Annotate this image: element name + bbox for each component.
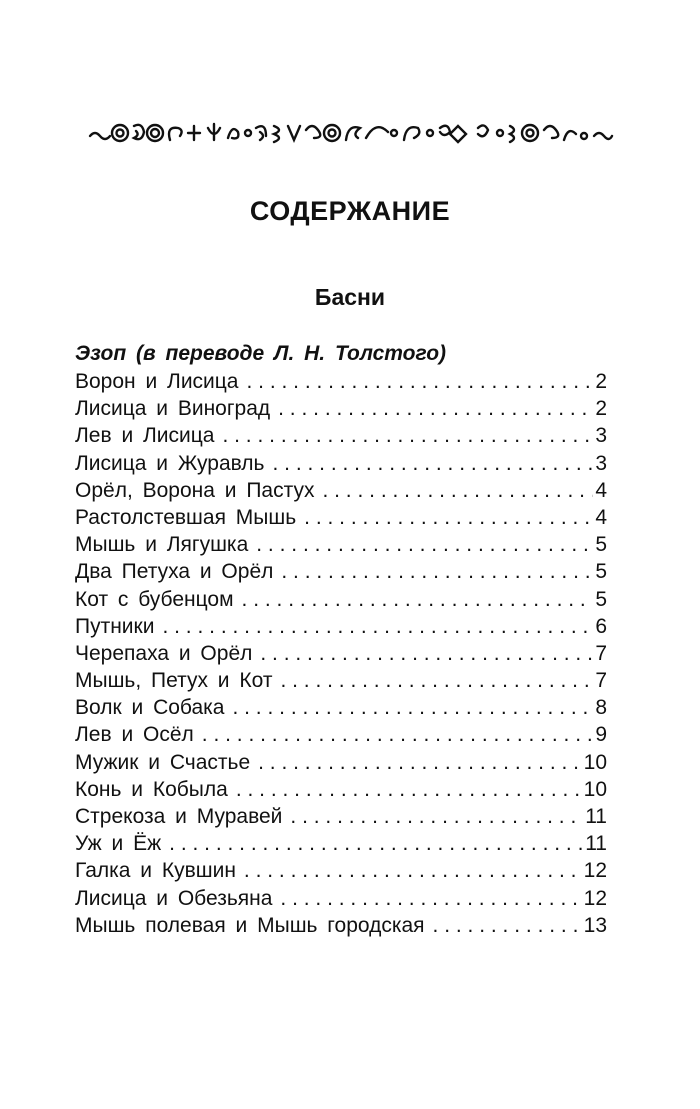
toc-entry-title: Путники: [75, 614, 155, 638]
toc-entry-page-number: 2: [595, 370, 607, 393]
page-title: СОДЕРЖАНИЕ: [249, 196, 451, 226]
toc-entry[interactable]: [75, 558, 607, 585]
toc-entry-page-number: 13: [583, 913, 607, 937]
toc-entry-title: Лисица и Виноград: [75, 397, 271, 421]
toc-dot-leader: [202, 721, 594, 748]
toc-entry[interactable]: [75, 613, 607, 640]
toc-entry-title: Лев и Осёл: [75, 723, 194, 747]
toc-dot-leader: [222, 422, 593, 449]
toc-entry[interactable]: [75, 803, 607, 830]
toc-entry-page-number: 4: [595, 505, 607, 529]
toc-entry-title: Два Петуха и Орёл: [75, 560, 274, 584]
toc-entry[interactable]: [75, 531, 607, 558]
toc-entry[interactable]: [75, 694, 607, 721]
toc-dot-leader: [232, 694, 593, 721]
toc-entry-title: Галка и Кувшин: [75, 859, 236, 883]
toc-entry[interactable]: [75, 422, 607, 449]
toc-dot-leader: [236, 776, 582, 803]
toc-entry-title: Уж и Ёж: [75, 832, 162, 856]
toc-entry-page-number: 5: [595, 587, 607, 611]
toc-entry[interactable]: [75, 776, 607, 803]
toc-dot-leader: [169, 830, 583, 857]
toc-entry[interactable]: [75, 830, 607, 857]
toc-entry-title: Лисица и Обезьяна: [75, 886, 273, 910]
table-of-contents: [75, 368, 607, 939]
toc-dot-leader: [433, 912, 582, 939]
toc-entry[interactable]: [75, 395, 607, 422]
toc-dot-leader: [256, 531, 593, 558]
toc-entry[interactable]: [75, 586, 607, 613]
toc-dot-leader: [258, 749, 582, 776]
toc-entry-title: Мышь и Лягушка: [75, 533, 249, 557]
toc-dot-leader: [280, 885, 581, 912]
author-heading: Эзоп (в переводе Л. Н. Толстого): [75, 342, 447, 365]
toc-entry[interactable]: [75, 721, 607, 748]
toc-entry-page-number: 12: [583, 886, 607, 910]
toc-entry-title: Мужик и Счастье: [75, 750, 251, 774]
toc-entry[interactable]: [75, 477, 607, 504]
toc-entry[interactable]: [75, 640, 607, 667]
toc-entry-page-number: 8: [595, 696, 607, 720]
toc-entry-title: Мышь, Петух и Кот: [75, 669, 273, 693]
toc-entry-title: Лисица и Журавль: [75, 451, 265, 475]
toc-entry-page-number: 6: [595, 614, 607, 638]
toc-entry[interactable]: [75, 667, 607, 694]
toc-entry-page-number: 12: [583, 859, 607, 883]
section-title: Басни: [314, 284, 386, 310]
decorative-ornament-icon: [88, 116, 614, 150]
toc-dot-leader: [280, 667, 593, 694]
toc-entry-page-number: 4: [595, 478, 607, 502]
toc-dot-leader: [247, 368, 594, 395]
toc-entry-page-number: 9: [595, 723, 607, 747]
toc-dot-leader: [290, 803, 583, 830]
toc-entry-title: Орёл, Ворона и Пастух: [75, 478, 315, 502]
toc-dot-leader: [273, 450, 594, 477]
toc-entry-page-number: 3: [595, 451, 607, 475]
toc-entry-title: Мышь полевая и Мышь городская: [75, 913, 425, 937]
toc-entry-title: Кот с бубенцом: [75, 587, 234, 611]
toc-entry-title: Стрекоза и Муравей: [75, 805, 283, 828]
toc-entry-page-number: 2: [595, 397, 607, 421]
toc-dot-leader: [260, 640, 593, 667]
toc-entry[interactable]: [75, 912, 607, 939]
toc-entry-page-number: 5: [595, 560, 607, 584]
toc-dot-leader: [244, 857, 582, 884]
toc-dot-leader: [304, 504, 593, 531]
toc-entry-title: Лев и Лисица: [75, 424, 215, 448]
toc-entry-page-number: 3: [595, 424, 607, 448]
toc-dot-leader: [242, 586, 594, 613]
toc-entry[interactable]: [75, 450, 607, 477]
toc-entry-page-number: 10: [583, 750, 607, 774]
toc-entry-page-number: 7: [595, 669, 607, 693]
toc-entry-title: Растолстевшая Мышь: [75, 505, 297, 529]
toc-entry[interactable]: [75, 885, 607, 912]
toc-entry-page-number: 7: [595, 641, 607, 665]
toc-entry-page-number: 11: [585, 805, 607, 828]
toc-entry-title: Ворон и Лисица: [75, 370, 239, 393]
toc-dot-leader: [162, 613, 593, 640]
toc-entry[interactable]: [75, 504, 607, 531]
toc-entry[interactable]: [75, 368, 607, 395]
toc-entry[interactable]: [75, 749, 607, 776]
toc-entry-title: Черепаха и Орёл: [75, 641, 253, 665]
toc-dot-leader: [278, 395, 593, 422]
toc-dot-leader: [281, 558, 593, 585]
toc-entry-page-number: 10: [583, 777, 607, 801]
toc-dot-leader: [322, 477, 593, 504]
toc-entry[interactable]: [75, 857, 607, 884]
toc-entry-title: Волк и Собака: [75, 696, 225, 720]
toc-entry-page-number: 5: [595, 533, 607, 557]
toc-entry-title: Конь и Кобыла: [75, 777, 228, 801]
toc-entry-page-number: 11: [585, 832, 607, 856]
